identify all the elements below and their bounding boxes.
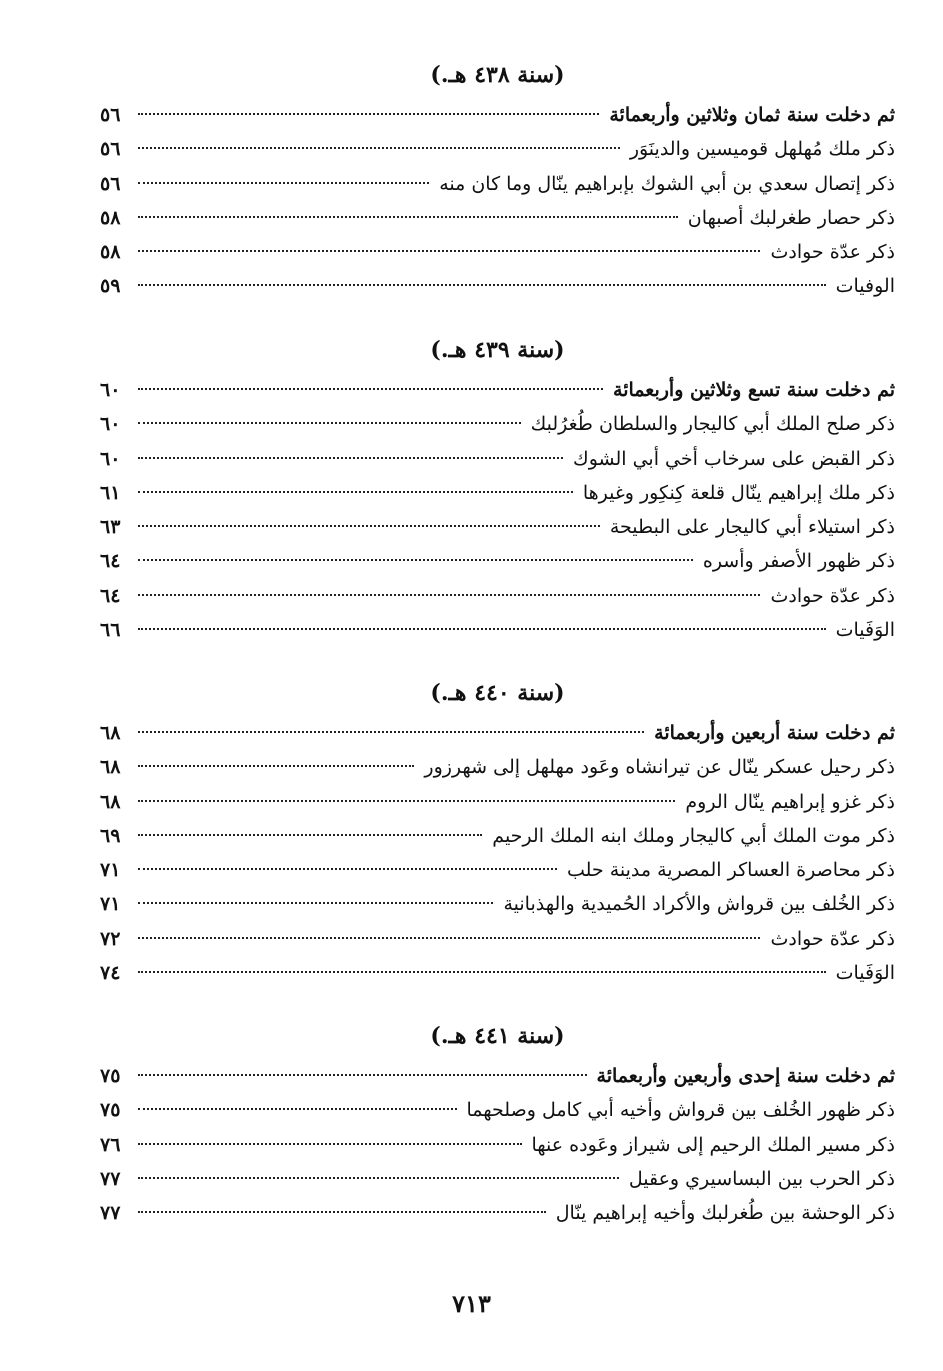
entry-page-number: ٦٠: [100, 447, 121, 470]
entry-page-number: ٧٧: [100, 1202, 121, 1225]
entry-title: ذكر ملك مُهلهل قوميسين والدينَوَر: [629, 138, 895, 161]
year-heading: (سنة ٤٤١ هـ.): [430, 1023, 565, 1049]
leader-dots: [138, 250, 760, 252]
entry-title: ذكر محاصرة العساكر المصرية مدينة حلب: [566, 859, 895, 882]
leader-dots: [138, 1211, 546, 1213]
leader-dots: [138, 559, 693, 561]
toc-entry[interactable]: [100, 510, 895, 544]
toc-entry[interactable]: [100, 785, 895, 819]
toc-entry[interactable]: [100, 544, 895, 578]
leader-dots: [138, 971, 826, 973]
entry-list: [100, 1059, 895, 1230]
entry-page-number: ٥٩: [100, 275, 121, 298]
entry-page-number: ٦٩: [100, 824, 121, 847]
entry-page-number: ٦٤: [100, 584, 121, 607]
toc-entry[interactable]: [100, 132, 895, 166]
leader-dots: [138, 1108, 457, 1110]
entry-title: ذكر ملك إبراهيم ينّال قلعة كِنكِور وغيرها: [582, 481, 895, 504]
entry-title: ذكر رحيل عسكر ينّال عن تيرانشاه وعَود مهلهل إلى شهرزور: [424, 756, 895, 779]
entry-title: ثم دخلت سنة ثمان وثلاثين وأربعمائة: [609, 104, 895, 126]
leader-dots: [138, 834, 482, 836]
entry-list: [100, 98, 895, 304]
toc-entry[interactable]: [100, 235, 895, 269]
leader-dots: [138, 868, 557, 870]
entry-title: ذكر ظهور الأصفر وأسره: [702, 550, 895, 573]
entry-title: الوَفَيات: [835, 962, 895, 985]
entry-title: ذكر صلح الملك أبي كاليجار والسلطان طُغرُلبك: [530, 413, 895, 436]
toc-entry[interactable]: [100, 201, 895, 235]
entry-page-number: ٦٣: [100, 516, 121, 539]
entry-page-number: ٦٦: [100, 619, 121, 642]
entry-page-number: ٦٨: [100, 756, 121, 779]
leader-dots: [138, 731, 644, 733]
toc-entry[interactable]: [100, 716, 895, 750]
entry-title: ذكر مسير الملك الرحيم إلى شيراز وعَوده عنها: [531, 1133, 895, 1156]
toc-entry[interactable]: [100, 750, 895, 784]
leader-dots: [138, 422, 521, 424]
toc-entry[interactable]: [100, 853, 895, 887]
leader-dots: [138, 457, 563, 459]
toc-entry[interactable]: [100, 1093, 895, 1127]
entry-list: [100, 716, 895, 990]
entry-title: الوَفَيات: [835, 619, 895, 642]
leader-dots: [138, 525, 600, 527]
entry-title: ذكر إتصال سعدي بن أبي الشوك بإبراهيم ينّال وما كان منه: [439, 172, 895, 195]
entry-title: ثم دخلت سنة إحدى وأربعين وأربعمائة: [596, 1065, 895, 1087]
entry-title: ذكر استيلاء أبي كاليجار على البطيحة: [609, 516, 895, 539]
year-heading: (سنة ٤٣٨ هـ.): [430, 62, 565, 88]
toc-entry[interactable]: [100, 167, 895, 201]
section-year-438: [100, 58, 895, 304]
toc-entry[interactable]: [100, 476, 895, 510]
leader-dots: [138, 628, 826, 630]
leader-dots: [138, 800, 675, 802]
toc-entry[interactable]: [100, 442, 895, 476]
entry-title: ذكر القبض على سرخاب أخي أبي الشوك: [573, 447, 895, 470]
entry-title: الوفيات: [835, 275, 895, 298]
leader-dots: [138, 147, 620, 149]
toc-entry[interactable]: [100, 1128, 895, 1162]
entry-page-number: ٦٠: [100, 379, 121, 401]
leader-dots: [138, 284, 826, 286]
leader-dots: [138, 182, 429, 184]
entry-title: ذكر الوحشة بين طُغرلبك وأخيه إبراهيم ينّال: [555, 1202, 895, 1225]
leader-dots: [138, 216, 678, 218]
page-number: ٧١٣: [452, 1289, 491, 1318]
section-year-439: [100, 333, 895, 647]
entry-page-number: ٥٦: [100, 138, 121, 161]
entry-page-number: ٥٨: [100, 241, 121, 264]
entry-list: [100, 373, 895, 647]
entry-title: ذكر موت الملك أبي كاليجار وملك ابنه الملك الرحيم: [492, 824, 895, 847]
entry-page-number: ٦٨: [100, 722, 121, 744]
leader-dots: [138, 937, 760, 939]
year-heading: (سنة ٤٤٠ هـ.): [430, 680, 565, 706]
entry-title: ذكر الحرب بين البساسيري وعقيل: [628, 1167, 895, 1190]
toc-entry[interactable]: [100, 1162, 895, 1196]
entry-page-number: ٧١: [100, 893, 121, 916]
toc-entry[interactable]: [100, 373, 895, 407]
entry-page-number: ٧٥: [100, 1065, 121, 1087]
toc-entry[interactable]: [100, 887, 895, 921]
leader-dots: [138, 902, 493, 904]
entry-page-number: ٦٠: [100, 413, 121, 436]
year-heading: (سنة ٤٣٩ هـ.): [430, 337, 565, 363]
toc-entry[interactable]: [100, 98, 895, 132]
leader-dots: [138, 1074, 587, 1076]
entry-page-number: ٧٦: [100, 1133, 121, 1156]
section-year-441: [100, 1019, 895, 1230]
entry-page-number: ٧٧: [100, 1167, 121, 1190]
entry-title: ثم دخلت سنة تسع وثلاثين وأربعمائة: [613, 379, 895, 401]
section-year-440: [100, 676, 895, 990]
entry-page-number: ٦٤: [100, 550, 121, 573]
toc-entry[interactable]: [100, 269, 895, 303]
entry-page-number: ٥٦: [100, 172, 121, 195]
entry-title: ذكر غزو إبراهيم ينّال الروم: [685, 790, 895, 813]
entry-page-number: ٦٨: [100, 790, 121, 813]
entry-title: ذكر عدّة حوادث: [770, 927, 895, 950]
toc-entry[interactable]: [100, 579, 895, 613]
entry-page-number: ٧٥: [100, 1099, 121, 1122]
entry-page-number: ٥٦: [100, 104, 121, 126]
toc-entry[interactable]: [100, 819, 895, 853]
entry-title: ذكر حصار طغرلبك أصبهان: [687, 206, 895, 229]
leader-dots: [138, 1177, 619, 1179]
leader-dots: [138, 765, 414, 767]
toc-entry[interactable]: [100, 922, 895, 956]
entry-title: ذكر الخُلف بين قرواش والأكراد الحُميدية والهذبانية: [503, 893, 895, 916]
toc-entry[interactable]: [100, 407, 895, 441]
leader-dots: [138, 1143, 522, 1145]
toc-entry[interactable]: [100, 956, 895, 990]
entry-title: ثم دخلت سنة أربعين وأربعمائة: [654, 722, 895, 744]
entry-page-number: ٧٢: [100, 927, 121, 950]
entry-page-number: ٧٤: [100, 962, 121, 985]
toc-entry[interactable]: [100, 1059, 895, 1093]
entry-page-number: ٦١: [100, 481, 121, 504]
entry-title: ذكر عدّة حوادث: [770, 584, 895, 607]
leader-dots: [138, 113, 599, 115]
leader-dots: [138, 594, 760, 596]
leader-dots: [138, 388, 603, 390]
leader-dots: [138, 491, 573, 493]
toc-entry[interactable]: [100, 613, 895, 647]
entry-title: ذكر عدّة حوادث: [770, 241, 895, 264]
toc-entry[interactable]: [100, 1196, 895, 1230]
entry-title: ذكر ظهور الخُلف بين قرواش وأخيه أبي كامل وصلحهما: [466, 1099, 895, 1122]
entry-page-number: ٧١: [100, 859, 121, 882]
entry-page-number: ٥٨: [100, 206, 121, 229]
